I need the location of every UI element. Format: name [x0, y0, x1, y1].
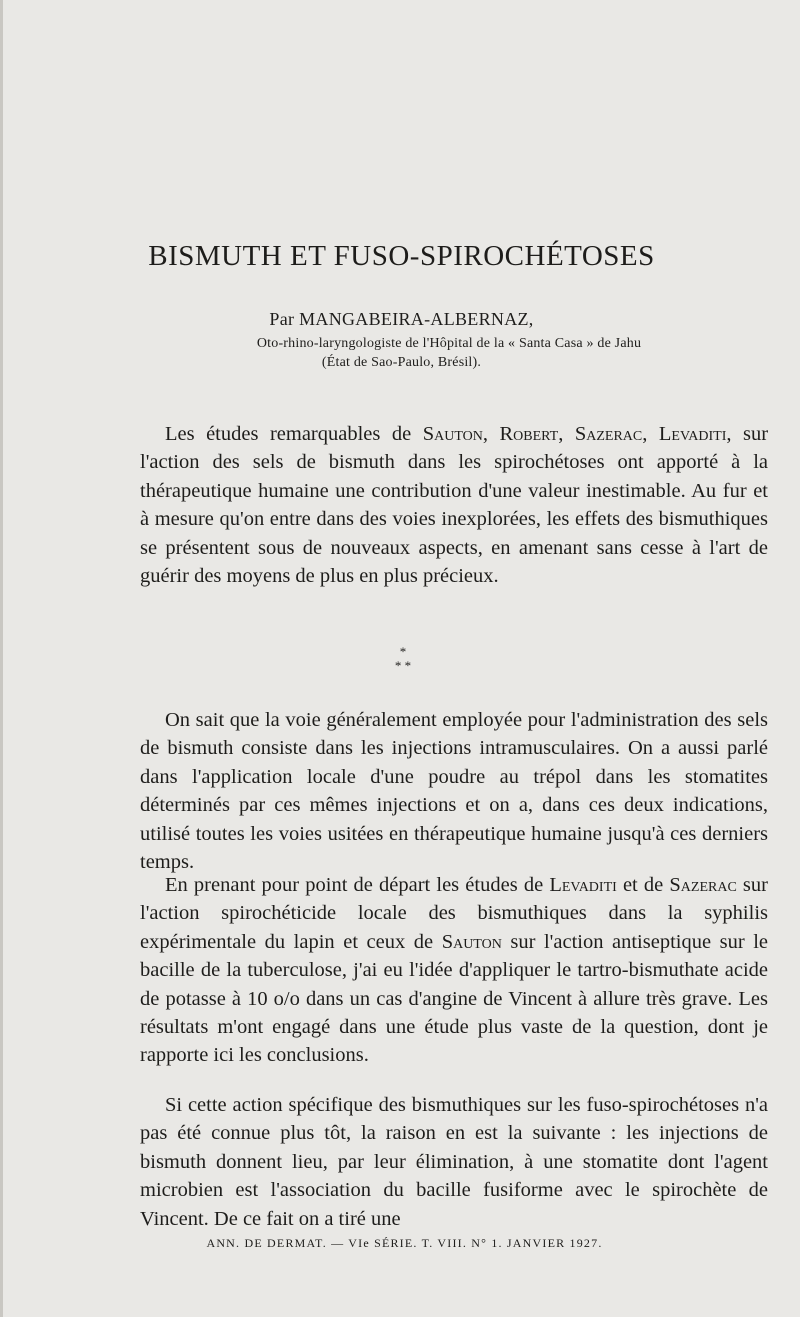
author-location: (État de Sao-Paulo, Brésil).	[321, 355, 482, 370]
text-run: ,	[558, 423, 575, 445]
article-title: BISMUTH ET FUSO-SPIROCHÉTOSES	[148, 240, 655, 272]
text-run: ,	[482, 423, 500, 445]
author-name: Sazerac	[669, 874, 737, 896]
section-separator	[368, 645, 438, 673]
text-run: ,	[642, 423, 659, 445]
text-run: En prenant pour point de départ les études de	[165, 874, 550, 896]
text-run: sur l'action antiseptique sur le bacille de la tuberculose, j'ai eu l'idée d'appliquer le tartro-bismuthate acide de potasse à 10 o/o dans un cas d'angine de Vincent à allure très grave. Les résultats m'ont engagé dans une étude plus vaste de la question, dont je rapporte ici les conclusions.	[140, 930, 768, 1067]
text-run: sur l'action spirochéticide locale des bismuthiques dans la syphilis expérimentale du lapin et ceux de	[140, 874, 768, 953]
author-name: Levaditi	[549, 874, 617, 896]
separator-stars-bottom: * *	[394, 658, 412, 673]
paragraph-1	[140, 420, 768, 590]
author-name: Sauton	[422, 423, 483, 445]
journal-footer: ANN. DE DERMAT. — VIe SÉRIE. T. VIII. N° 1. JANVIER 1927.	[206, 1236, 603, 1250]
separator-star-top: *	[399, 644, 407, 659]
author-name: Sazerac	[574, 423, 643, 445]
author-name: Robert	[499, 423, 559, 445]
paragraph-2: On sait que la voie généralement employée pour l'administration des sels de bismuth consiste dans les injections intramusculaires. On a aussi parlé dans l'application locale d'une poudre au trépol dans les stomatites déterminés par ces mêmes injections et on a, dans ces deux indications, utilisé toutes les voies usitées en thérapeutique humaine jusqu'à ces derniers temps.	[140, 709, 768, 874]
paragraph-3	[140, 871, 768, 1070]
author-affiliation: Oto-rhino-laryngologiste de l'Hôpital de la « Santa Casa » de Jahu	[256, 336, 642, 351]
author-name: Levaditi	[658, 423, 727, 445]
author-name: Sauton	[441, 930, 502, 953]
text-run: et de	[616, 874, 670, 896]
text-run: Les études remarquables de	[165, 423, 423, 445]
text-run: , sur l'action des sels de bismuth dans les spirochétoses ont apporté à la thérapeutique humaine une contribution d'une valeur inestimable. Au fur et à mesure qu'on entre dans des voies inexplorées, les effets des bismuthiques se présentent sous de nouveaux aspects, en amenant sans cesse à l'art de guérir des moyens de plus en plus précieux.	[140, 423, 769, 588]
paragraph-4: Si cette action spécifique des bismuthiques sur les fuso-spirochétoses n'a pas été connue plus tôt, la raison en est la suivante : les injections de bismuth donnent lieu, par leur élimination, à une stomatite dont l'agent microbien est l'association du bacille fusiforme avec le spirochète de Vincent. De ce fait on a tiré une	[140, 1094, 768, 1230]
author-byline: Par MANGABEIRA-ALBERNAZ,	[269, 309, 534, 329]
